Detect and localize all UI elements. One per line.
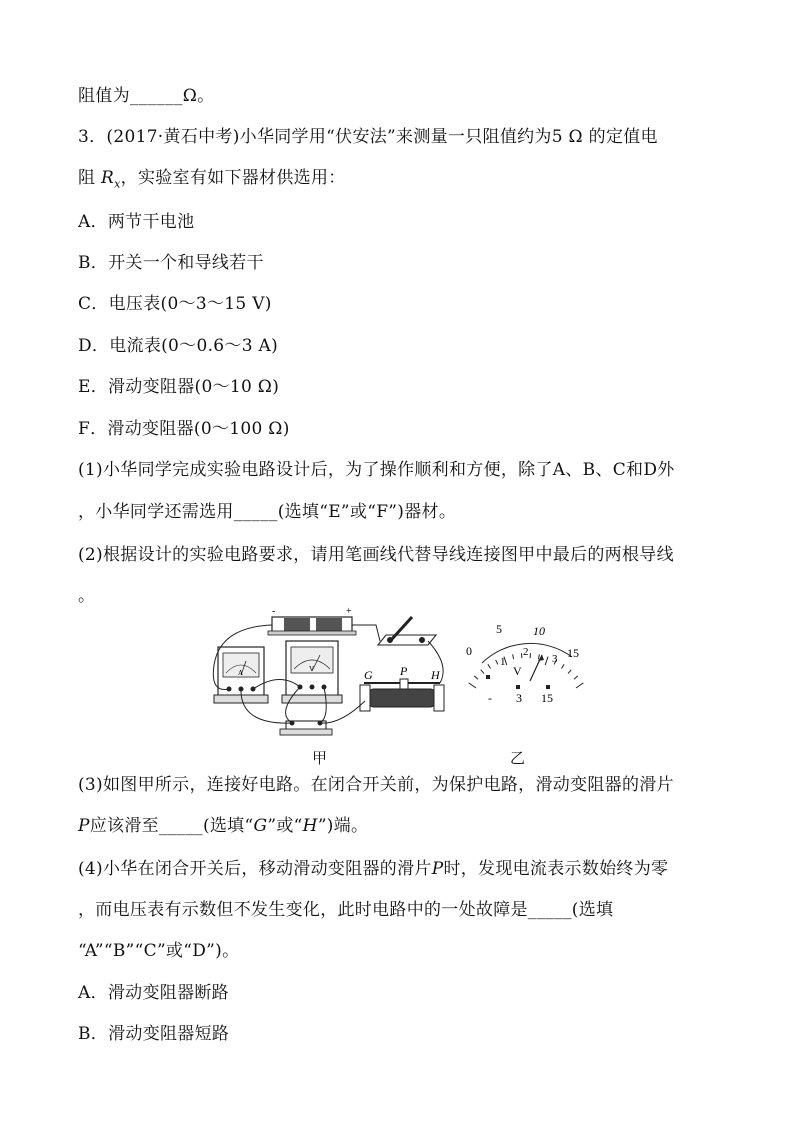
dial-tick bbox=[474, 676, 478, 679]
switch bbox=[378, 617, 436, 645]
battery-minus-label: - bbox=[272, 606, 276, 617]
option-a: A．两节干电池 bbox=[78, 212, 195, 232]
option-d: D．电流表(0～0.6～3 A) bbox=[78, 336, 279, 356]
sub-question-4c: “A”“B”“C”或“D”)。 bbox=[78, 941, 240, 961]
dial-tick bbox=[469, 683, 476, 688]
sub-question-4a: (4)小华在闭合开关后，移动滑动变阻器的滑片P时，发现电流表示数始终为零 bbox=[78, 859, 669, 879]
answer-option-b: B．滑动变阻器短路 bbox=[78, 1024, 230, 1044]
figure-caption-right: 乙 bbox=[510, 749, 526, 767]
terminal-15: 15 bbox=[541, 691, 553, 705]
text-line-1: 阻值为______Ω。 bbox=[78, 86, 215, 106]
rheostat bbox=[360, 664, 444, 711]
sub-question-2a: (2)根据设计的实验电路要求，请用笔画线代替导线连接图甲中最后的两根导线 bbox=[78, 545, 674, 565]
terminal-3: 3 bbox=[516, 691, 522, 705]
dial-inner-label-1: 1 bbox=[500, 656, 506, 668]
battery-pack bbox=[268, 606, 356, 635]
rheostat-g-label: G bbox=[364, 668, 373, 682]
dial-tick bbox=[513, 654, 514, 659]
battery-plus-label: + bbox=[346, 606, 352, 617]
option-f: F．滑动变阻器(0～100 Ω) bbox=[78, 419, 290, 439]
figure-caption-left: 甲 bbox=[312, 749, 328, 767]
dial-label-5: 5 bbox=[496, 622, 502, 636]
figure-svg bbox=[200, 605, 600, 765]
dial-inner-label-2: 2 bbox=[523, 646, 529, 658]
rheostat-h-label: H bbox=[431, 668, 440, 682]
option-c: C．电压表(0～3～15 V) bbox=[78, 294, 272, 314]
voltmeter bbox=[282, 641, 342, 703]
option-b: B．开关一个和导线若干 bbox=[78, 253, 264, 273]
sub-question-1b: ，小华同学还需选用_____(选填“E”或“F”)器材。 bbox=[78, 502, 457, 522]
sub-question-2b: 。 bbox=[78, 586, 96, 606]
question-3-stem-cont: 阻 $R_x$，实验室有如下器材供选用： bbox=[78, 168, 346, 191]
dial-tick bbox=[488, 664, 491, 668]
dial-inner-label-3: 3 bbox=[552, 653, 558, 665]
answer-option-a: A．滑动变阻器断路 bbox=[78, 983, 229, 1003]
dial-label-15: 15 bbox=[567, 646, 579, 660]
terminal-minus: - bbox=[488, 691, 492, 705]
dial-tick bbox=[496, 660, 498, 665]
sub-question-3a: (3)如图甲所示，连接好电路。在闭合开关前，为保护电路，滑动变阻器的滑片 bbox=[78, 775, 674, 795]
dial-tick bbox=[481, 670, 484, 674]
dial-label-10: 10 bbox=[533, 624, 545, 638]
sub-question-4b: ，而电压表有示数但不发生变化，此时电路中的一处故障是_____(选填 bbox=[78, 900, 614, 920]
circuit-figure bbox=[200, 605, 600, 765]
dial-tick bbox=[538, 654, 539, 659]
dial-label-0: 0 bbox=[466, 644, 472, 658]
voltmeter-label: V bbox=[309, 665, 315, 673]
dial-unit: V bbox=[513, 664, 522, 678]
rheostat-p-label: P bbox=[400, 664, 408, 678]
dial-tick bbox=[576, 683, 583, 688]
dial-tick bbox=[561, 664, 564, 668]
dial-tick bbox=[568, 670, 571, 674]
option-e: E．滑动变阻器(0～10 Ω) bbox=[78, 377, 280, 397]
dial-tick bbox=[574, 676, 578, 679]
question-3-stem: 3．(2017·黄石中考)小华同学用“伏安法”来测量一只阻值约为5 Ω 的定值电 bbox=[78, 127, 658, 147]
sub-question-3b: P应该滑至_____(选填“G”或“H”)端。 bbox=[78, 816, 369, 836]
ammeter-label: A bbox=[238, 669, 244, 677]
sub-question-1a: (1)小华同学完成实验电路设计后，为了操作顺利和方便，除了A、B、C和D外 bbox=[78, 460, 675, 480]
dial-tick bbox=[545, 657, 548, 666]
voltmeter-dial bbox=[466, 622, 583, 705]
